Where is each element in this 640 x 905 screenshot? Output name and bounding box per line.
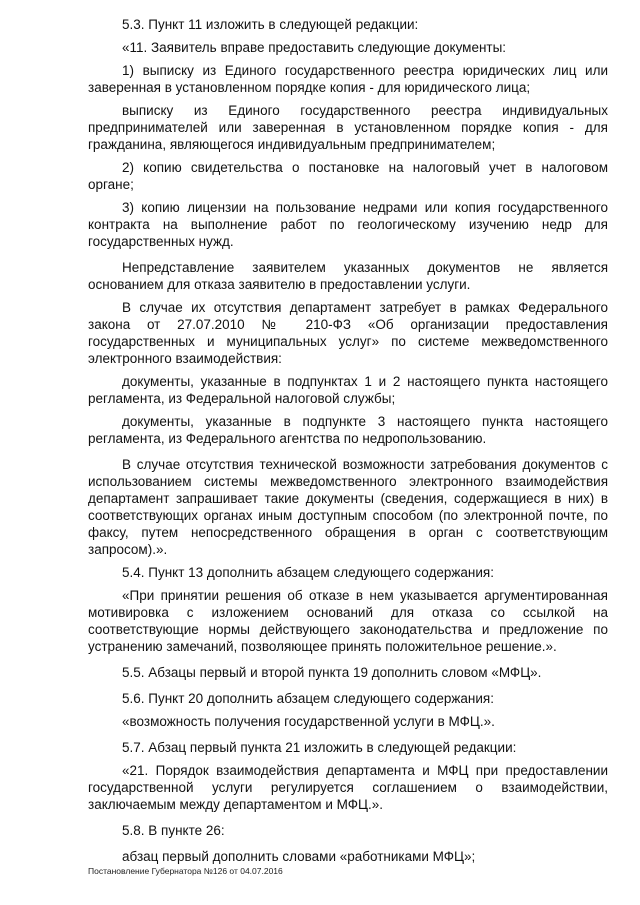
paragraph: В случае их отсутствия департамент затребует в рамках Федерального закона от 27.07.2010 № 210-ФЗ «Об организации предоставления государственных и муниципальных услуг» по системе межведомственного электронного взаимодействия: (88, 300, 608, 366)
paragraph: 5.6. Пункт 20 дополнить абзацем следующего содержания: (122, 691, 494, 706)
paragraph: 5.4. Пункт 13 дополнить абзацем следующего содержания: (122, 565, 494, 580)
paragraph: документы, указанные в подпунктах 1 и 2 настоящего пункта настоящего регламента, из Федеральной налоговой службы; (88, 374, 608, 406)
paragraph: «возможность получения государственной услуги в МФЦ.». (122, 714, 495, 729)
paragraph: документы, указанные в подпункте 3 настоящего пункта настоящего регламента, из Федерального агентства по недропользованию. (88, 414, 608, 446)
paragraph: 3) копию лицензии на пользование недрами или копия государственного контракта на выполнение работ по геологическому изучению недр для государственных нужд. (88, 200, 608, 249)
paragraph: 1) выписку из Единого государственного реестра юридических лиц или заверенная в установленном порядке копия - для юридического лица; (88, 63, 608, 95)
paragraph: «11. Заявитель вправе предоставить следующие документы: (122, 40, 507, 55)
paragraph: 5.8. В пункте 26: (122, 823, 225, 838)
paragraph: абзац первый дополнить словами «работниками МФЦ»; (122, 849, 476, 864)
document-body (88, 16, 608, 871)
paragraph: В случае отсутствия технической возможности затребования документов с использованием системы межведомственного электронного взаимодействия департамент запрашивает такие документы (сведения, содержащиеся в них) в соответствующих органах иным доступным способом (по электронной почте, по факсу, путем непосредственного обращения в орган с соответствующим запросом).». (88, 457, 608, 557)
paragraph: «21. Порядок взаимодействия департамента и МФЦ при предоставлении государственной услуги регулируется соглашением о взаимодействии, заключаемым между департаментом и МФЦ.». (88, 763, 608, 812)
paragraph: Непредставление заявителем указанных документов не является основанием для отказа заявителю в предоставлении услуги. (88, 260, 608, 292)
paragraph: 5.5. Абзацы первый и второй пункта 19 дополнить словом «МФЦ». (122, 665, 542, 680)
paragraph: 2) копию свидетельства о постановке на налоговый учет в налоговом органе; (88, 160, 608, 192)
paragraph: выписку из Единого государственного реестра индивидуальных предпринимателей или заверенная в установленном порядке копия - для гражданина, являющегося индивидуальным предпринимателем; (88, 103, 608, 152)
paragraph: «При принятии решения об отказе в нем указывается аргументированная мотивировка с изложением оснований для отказа со ссылкой на соответствующие нормы действующего законодательства и предложение по устранению замечаний, позволяющее принять положительное решение.». (88, 588, 608, 654)
document-footer: Постановление Губернатора №126 от 04.07.2016 (88, 866, 283, 876)
paragraph: 5.7. Абзац первый пункта 21 изложить в следующей редакции: (122, 740, 517, 755)
paragraph: 5.3. Пункт 11 изложить в следующей редакции: (122, 17, 419, 32)
